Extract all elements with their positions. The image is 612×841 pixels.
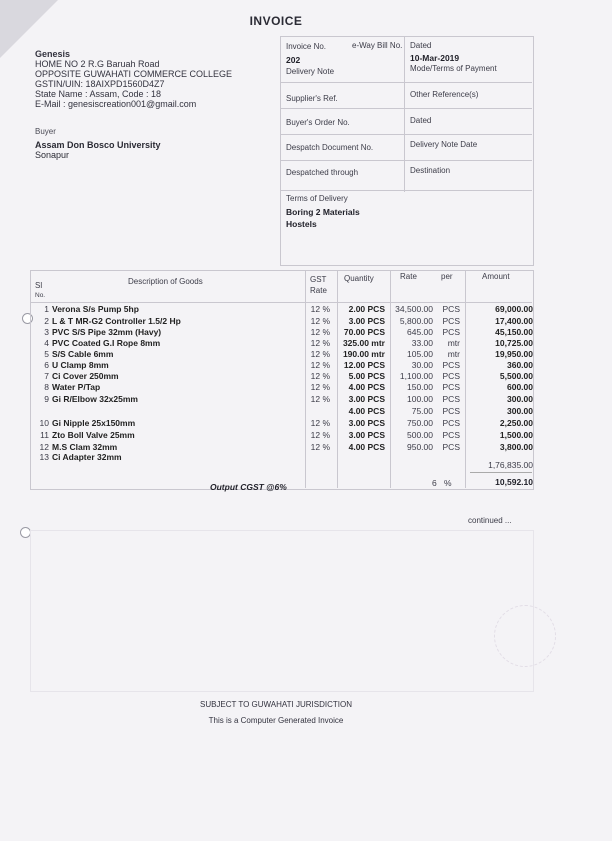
suppliers-ref-label: Supplier's Ref. xyxy=(286,94,338,103)
cell-per: mtr xyxy=(447,349,460,359)
cell-rate: 75.00 xyxy=(411,406,433,416)
cell-rate: 5,800.00 xyxy=(399,316,433,326)
seller-address-2: OPPOSITE GUWAHATI COMMERCE COLLEGE xyxy=(35,69,233,79)
cell-per: PCS xyxy=(442,418,460,428)
cell-gst: 12 % xyxy=(310,304,330,314)
cell-rate: 950.00 xyxy=(407,442,433,452)
meta-divider xyxy=(404,36,405,192)
computer-generated-note: This is a Computer Generated Invoice xyxy=(208,716,344,725)
cell-desc: PVC Coated G.I Rope 8mm xyxy=(52,338,161,348)
cell-per: PCS xyxy=(442,382,460,392)
header-gst: GST xyxy=(310,275,327,284)
cell-amount: 19,950.00 xyxy=(495,349,533,359)
cell-desc: L & T MR-G2 Controller 1.5/2 Hp xyxy=(52,316,181,326)
cell-amount: 69,000.00 xyxy=(495,304,533,314)
cell-amount: 5,500.00 xyxy=(499,371,533,381)
buyer-name: Assam Don Bosco University xyxy=(35,140,161,150)
cell-sl: 4 xyxy=(44,338,49,348)
cell-qty: 3.00 PCS xyxy=(348,418,385,428)
subtotal: 1,76,835.00 xyxy=(488,460,533,470)
cell-qty: 325.00 mtr xyxy=(342,338,385,348)
cell-rate: 30.00 xyxy=(411,360,433,370)
cell-sl: 12 xyxy=(39,442,49,452)
tax-rate: 6 xyxy=(432,478,437,488)
header-sl: Sl xyxy=(35,281,43,290)
invoice-number: 202 xyxy=(286,55,301,65)
cell-per: PCS xyxy=(442,442,460,452)
delivery-note-date-label: Delivery Note Date xyxy=(410,140,478,149)
cell-desc: U Clamp 8mm xyxy=(52,360,109,370)
cell-rate: 34,500.00 xyxy=(395,304,433,314)
invoice-date: 10-Mar-2019 xyxy=(410,53,460,63)
dated-label-2: Dated xyxy=(410,116,432,125)
cell-per: PCS xyxy=(442,394,460,404)
cell-rate: 500.00 xyxy=(407,430,433,440)
meta-row-line xyxy=(280,82,532,83)
cell-qty: 12.00 PCS xyxy=(343,360,385,370)
cell-amount: 600.00 xyxy=(507,382,533,392)
table-col-line xyxy=(465,270,466,488)
cell-sl: 11 xyxy=(40,430,49,440)
cell-per: PCS xyxy=(442,406,460,416)
header-gst-rate: Rate xyxy=(310,286,327,295)
cell-rate: 1,100.00 xyxy=(399,371,433,381)
cell-qty: 70.00 PCS xyxy=(343,327,385,337)
header-rate: Rate xyxy=(400,272,417,281)
cell-per: PCS xyxy=(442,327,460,337)
terms-of-delivery-label: Terms of Delivery xyxy=(286,194,348,203)
cell-desc: Ci Cover 250mm xyxy=(52,371,119,381)
delivery-note-label: Delivery Note xyxy=(286,67,335,76)
cell-sl: 6 xyxy=(44,360,49,370)
cell-gst: 12 % xyxy=(310,382,330,392)
cell-desc: M.S Clam 32mm xyxy=(52,442,118,452)
continuation-box xyxy=(30,530,534,692)
cell-gst: 12 % xyxy=(310,442,330,452)
cell-desc: Gi Nipple 25x150mm xyxy=(52,418,136,428)
header-quantity: Quantity xyxy=(344,274,374,283)
cell-sl: 7 xyxy=(44,371,49,381)
meta-row-line xyxy=(280,108,532,109)
cell-qty: 190.00 mtr xyxy=(342,349,385,359)
other-refs-label: Other Reference(s) xyxy=(410,90,479,99)
cell-rate: 105.00 xyxy=(407,349,433,359)
despatch-doc-label: Despatch Document No. xyxy=(286,143,374,152)
cell-per: PCS xyxy=(442,430,460,440)
dated-label: Dated xyxy=(410,41,432,50)
header-description: Description of Goods xyxy=(128,277,203,286)
seller-gstin: GSTIN/UIN: 18AIXPD1560D4Z7 xyxy=(35,79,165,89)
cell-desc: Zto Boll Valve 25mm xyxy=(52,430,135,440)
cell-gst: 12 % xyxy=(310,430,330,440)
cell-sl: 8 xyxy=(44,382,49,392)
meta-row-line xyxy=(280,190,532,191)
cell-rate: 150.00 xyxy=(407,382,433,392)
buyers-order-label: Buyer's Order No. xyxy=(286,118,350,127)
cell-sl: 2 xyxy=(44,316,49,326)
cell-sl: 10 xyxy=(39,418,49,428)
destination-label: Destination xyxy=(410,166,451,175)
cell-amount: 1,500.00 xyxy=(499,430,533,440)
eway-bill-label: e-Way Bill No. xyxy=(352,41,403,50)
cell-amount: 3,800.00 xyxy=(499,442,533,452)
cell-per: mtr xyxy=(447,338,460,348)
cell-amount: 17,400.00 xyxy=(495,316,533,326)
cell-qty: 4.00 PCS xyxy=(348,382,385,392)
cell-desc: Water P/Tap xyxy=(52,382,101,392)
cell-sl: 3 xyxy=(44,327,49,337)
mode-terms-label: Mode/Terms of Payment xyxy=(410,64,497,73)
cell-rate: 33.00 xyxy=(411,338,433,348)
cell-gst: 12 % xyxy=(310,418,330,428)
cell-sl: 5 xyxy=(44,349,49,359)
header-no: No. xyxy=(35,292,46,299)
cell-gst: 12 % xyxy=(310,327,330,337)
cell-sl: 1 xyxy=(44,304,49,314)
invoice-no-label: Invoice No. xyxy=(286,42,327,51)
cell-per: PCS xyxy=(442,316,460,326)
cell-per: PCS xyxy=(442,360,460,370)
cell-desc: Ci Adapter 32mm xyxy=(52,452,122,462)
cell-desc: PVC S/S Pipe 32mm (Havy) xyxy=(52,327,162,337)
buyer-place: Sonapur xyxy=(35,150,70,160)
header-amount: Amount xyxy=(482,272,510,281)
cell-desc: Gi R/Elbow 32x25mm xyxy=(52,394,138,404)
cell-rate: 100.00 xyxy=(407,394,433,404)
cell-amount: 300.00 xyxy=(507,394,533,404)
cell-sl: 13 xyxy=(39,452,49,462)
cell-qty: 5.00 PCS xyxy=(348,371,385,381)
seller-block xyxy=(35,49,232,109)
cell-gst: 12 % xyxy=(310,349,330,359)
cell-desc: Verona S/s Pump 5hp xyxy=(52,304,139,314)
cell-amount: 2,250.00 xyxy=(499,418,533,428)
cell-gst: 12 % xyxy=(310,394,330,404)
cell-gst: 12 % xyxy=(310,338,330,348)
continued-note: continued ... xyxy=(468,516,512,525)
cell-gst: 12 % xyxy=(310,316,330,326)
table-header-line xyxy=(30,302,532,303)
cell-amount: 300.00 xyxy=(507,406,533,416)
tax-percent: % xyxy=(444,478,452,488)
seller-email: E-Mail : genesiscreation001@gmail.com xyxy=(35,99,197,109)
cell-per: PCS xyxy=(442,371,460,381)
cell-gst: 12 % xyxy=(310,371,330,381)
cell-desc: S/S Cable 6mm xyxy=(52,349,114,359)
jurisdiction-note: SUBJECT TO GUWAHATI JURISDICTION xyxy=(199,700,352,709)
terms-line-2: Hostels xyxy=(286,219,317,229)
cell-sl: 9 xyxy=(44,394,49,404)
buyer-block xyxy=(35,127,161,160)
cell-amount: 10,725.00 xyxy=(495,338,533,348)
cell-rate: 645.00 xyxy=(407,327,433,337)
cell-qty: 3.00 PCS xyxy=(348,430,385,440)
cell-amount: 360.00 xyxy=(507,360,533,370)
buyer-label: Buyer xyxy=(35,127,56,136)
cell-rate: 750.00 xyxy=(407,418,433,428)
subtotal-rule xyxy=(470,472,532,473)
terms-line-1: Boring 2 Materials xyxy=(286,207,360,217)
despatched-through-label: Despatched through xyxy=(286,168,359,177)
meta-row-line xyxy=(280,134,532,135)
header-per: per xyxy=(441,272,453,281)
tax-amount: 10,592.10 xyxy=(495,477,533,487)
seller-state: State Name : Assam, Code : 18 xyxy=(35,89,162,99)
tax-label: Output CGST @6% xyxy=(210,482,287,492)
cell-amount: 45,150.00 xyxy=(495,327,533,337)
cell-qty: 3.00 PCS xyxy=(348,394,385,404)
cell-qty: 4.00 PCS xyxy=(348,406,385,416)
meta-row-line xyxy=(280,160,532,161)
cell-gst: 12 % xyxy=(310,360,330,370)
seller-name: Genesis xyxy=(35,49,71,59)
cell-qty: 4.00 PCS xyxy=(348,442,385,452)
invoice-title: INVOICE xyxy=(249,14,303,28)
cell-qty: 2.00 PCS xyxy=(348,304,385,314)
cell-per: PCS xyxy=(442,304,460,314)
cell-qty: 3.00 PCS xyxy=(348,316,385,326)
seller-address-1: HOME NO 2 R.G Baruah Road xyxy=(35,59,160,69)
